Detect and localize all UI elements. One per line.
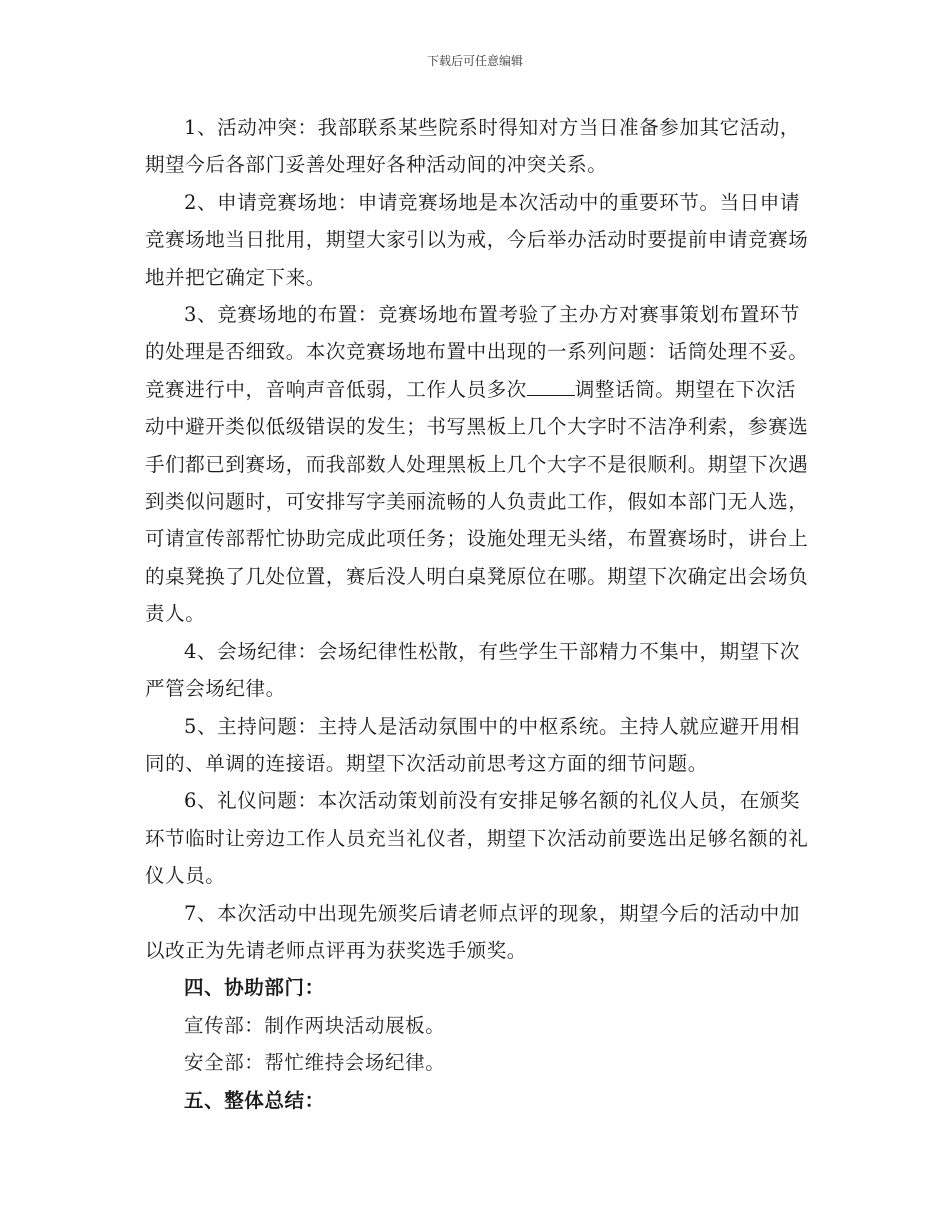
paragraph-2: 2、申请竞赛场地：申请竞赛场地是本次活动中的重要环节。当日申请竞赛场地当日批用，期望大家引以为戒，今后举办活动时要提前申请竞赛场地并把它确定下来。 (145, 190, 809, 289)
paragraph-5: 5、主持问题：主持人是活动氛围中的中枢系统。主持人就应避开用相同的、单调的连接语。期望下次活动前思考这方面的细节问题。 (145, 714, 801, 775)
paragraph-7: 7、本次活动中出现先颁奖后请老师点评的现象，期望今后的活动中加以改正为先请老师点评再为获奖选手颁奖。 (145, 901, 801, 962)
paragraph-3-part-1: 3、竞赛场地的布置：竞赛场地布置考验了主办方对赛事策划布置环节的处理是否细致。本次竞赛场地布置中出现的一系列问题：话筒处理不妥。竞赛进行中，音响声音低弱，工作人员多次 (145, 303, 809, 401)
section-4-item-security: 安全部：帮忙维持会场纪律。 (184, 1051, 446, 1075)
page-header: 下载后可任意编辑 (426, 54, 523, 68)
paragraph-1: 1、活动冲突：我部联系某些院系时得知对方当日准备参加其它活动，期望今后各部门妥善处理好各种活动间的冲突关系。 (145, 116, 801, 177)
paragraph-3-part-2: 调整话筒。期望在下次活动中避开类似低级错误的发生；书写黑板上几个大字时不洁净利索，参赛选手们都已到赛场，而我部数人处理黑板上几个大字不是很顺利。期望下次遇到类似问题时，可安排写字美丽流畅的人负责此工作，假如本部门无人选，可请宣传部帮忙协助完成此项任务；设施处理无头绪，布置赛场时，讲台上的桌凳换了几处位置，赛后没人明白桌凳原位在哪。期望下次确定出会场负责人。 (145, 377, 809, 626)
section-5-heading: 五、整体总结： (184, 1088, 325, 1112)
paragraph-4: 4、会场纪律：会场纪律性松散，有些学生干部精力不集中，期望下次严管会场纪律。 (145, 639, 801, 701)
fill-in-blank (527, 377, 575, 396)
section-4-item-publicity: 宣传部：制作两块活动展板。 (184, 1013, 446, 1037)
section-4-heading: 四、协助部门： (184, 976, 325, 1000)
paragraph-3 (145, 296, 810, 633)
paragraph-6: 6、礼仪问题：本次活动策划前没有安排足够名额的礼仪人员，在颁奖环节临时让旁边工作人员充当礼仪者，期望下次活动前要选出足够名额的礼仪人员。 (145, 789, 809, 888)
document-body (145, 109, 810, 1119)
